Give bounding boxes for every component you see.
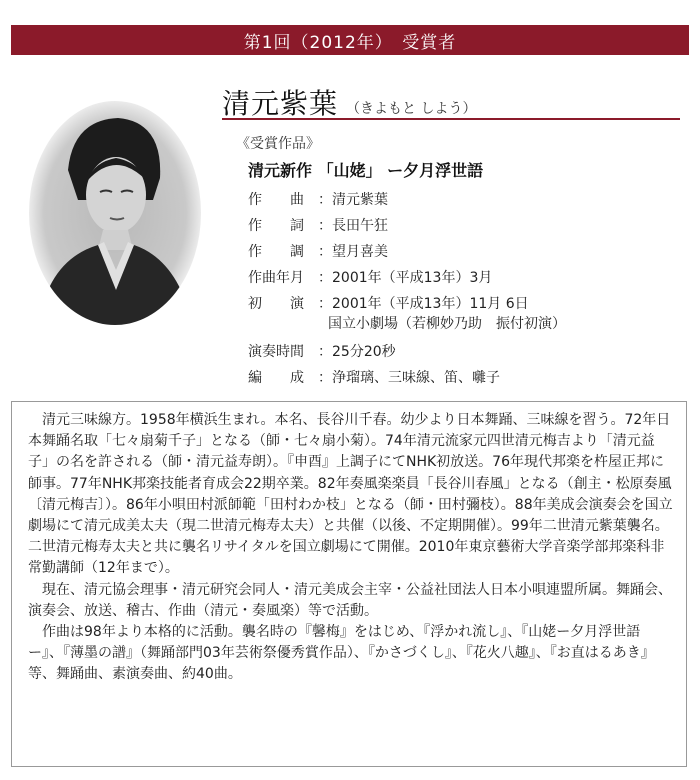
detail-arranger: 作 調 ：望月喜美 xyxy=(248,244,388,260)
works-label: 《受賞作品》 xyxy=(236,136,320,152)
biography-box xyxy=(11,401,687,767)
bio-paragraph-2: 現在、清元協会理事・清元研究会同人・清元美成会主宰・公益社団法人日本小唄連盟所属。舞踊会、演奏会、放送、稽古、作曲（清元・奏風楽）等で活動。 xyxy=(28,581,672,619)
detail-premiere: 初 演 ：2001年（平成13年）11月 6日 国立小劇場（若柳妙乃助 振付初演） xyxy=(248,296,566,332)
detail-duration: 演奏時間 ：25分20秒 xyxy=(248,344,396,360)
person-reading: （きよもと しよう） xyxy=(346,101,477,117)
detail-premiere-venue: 国立小劇場（若柳妙乃助 振付初演） xyxy=(328,316,566,332)
bio-paragraph-3: 作曲は98年より本格的に活動。襲名時の『馨梅』をはじめ、『浮かれ流し』、『山姥ー夕月浮世語ー』、『薄墨の譜』（舞踊部門03年芸術祭優秀賞作品）、『かさづくし』、『花火八趣』、『お直はるあき』等、舞踊曲、素演奏曲、約40曲。 xyxy=(28,624,655,683)
portrait-photo xyxy=(28,100,202,326)
award-banner: 第1回（2012年） 受賞者 xyxy=(11,25,689,55)
person-name: 清元紫葉 xyxy=(222,87,339,120)
detail-instrumentation: 編 成 ：浄瑠璃、三味線、笛、囃子 xyxy=(248,370,500,386)
detail-lyricist: 作 詞 ：長田午狂 xyxy=(248,218,388,234)
bio-paragraph-1: 清元三味線方。1958年横浜生まれ。本名、長谷川千春。幼少より日本舞踊、三味線を習う。72年日本舞踊名取「七々扇菊千子」となる（師・七々扇小菊）。74年清元流家元四世清元梅吉より「清元益子」の名を許される（師・清元益寿朗）。『申酉』上調子にてNHK初放送。76年現代邦楽を杵屋正邦に師事。77年NHK邦楽技能者育成会22期卒業。82年奏風楽楽員「長谷川春風」となる（創主・松原奏風〔清元梅吉〕）。86年小唄田村派師範「田村わか枝」となる（師・田村彌枝）。88年美成会演奏会を国立劇場にて清元成美太夫（現二世清元梅寿太夫）と共催（以後、不定期開催）。99年二世清元紫葉襲名。二世清元梅寿太夫と共に襲名リサイタルを国立劇場にて開催。2010年東京藝術大学音楽学部邦楽科非常勤講師（12年まで）。 xyxy=(28,412,673,577)
work-title: 清元新作 「山姥」 ー夕月浮世語 xyxy=(248,161,484,180)
detail-composer: 作 曲 ：清元紫葉 xyxy=(248,192,388,208)
detail-composed-date: 作曲年月 ：2001年（平成13年）3月 xyxy=(248,270,493,286)
name-header xyxy=(222,82,680,120)
